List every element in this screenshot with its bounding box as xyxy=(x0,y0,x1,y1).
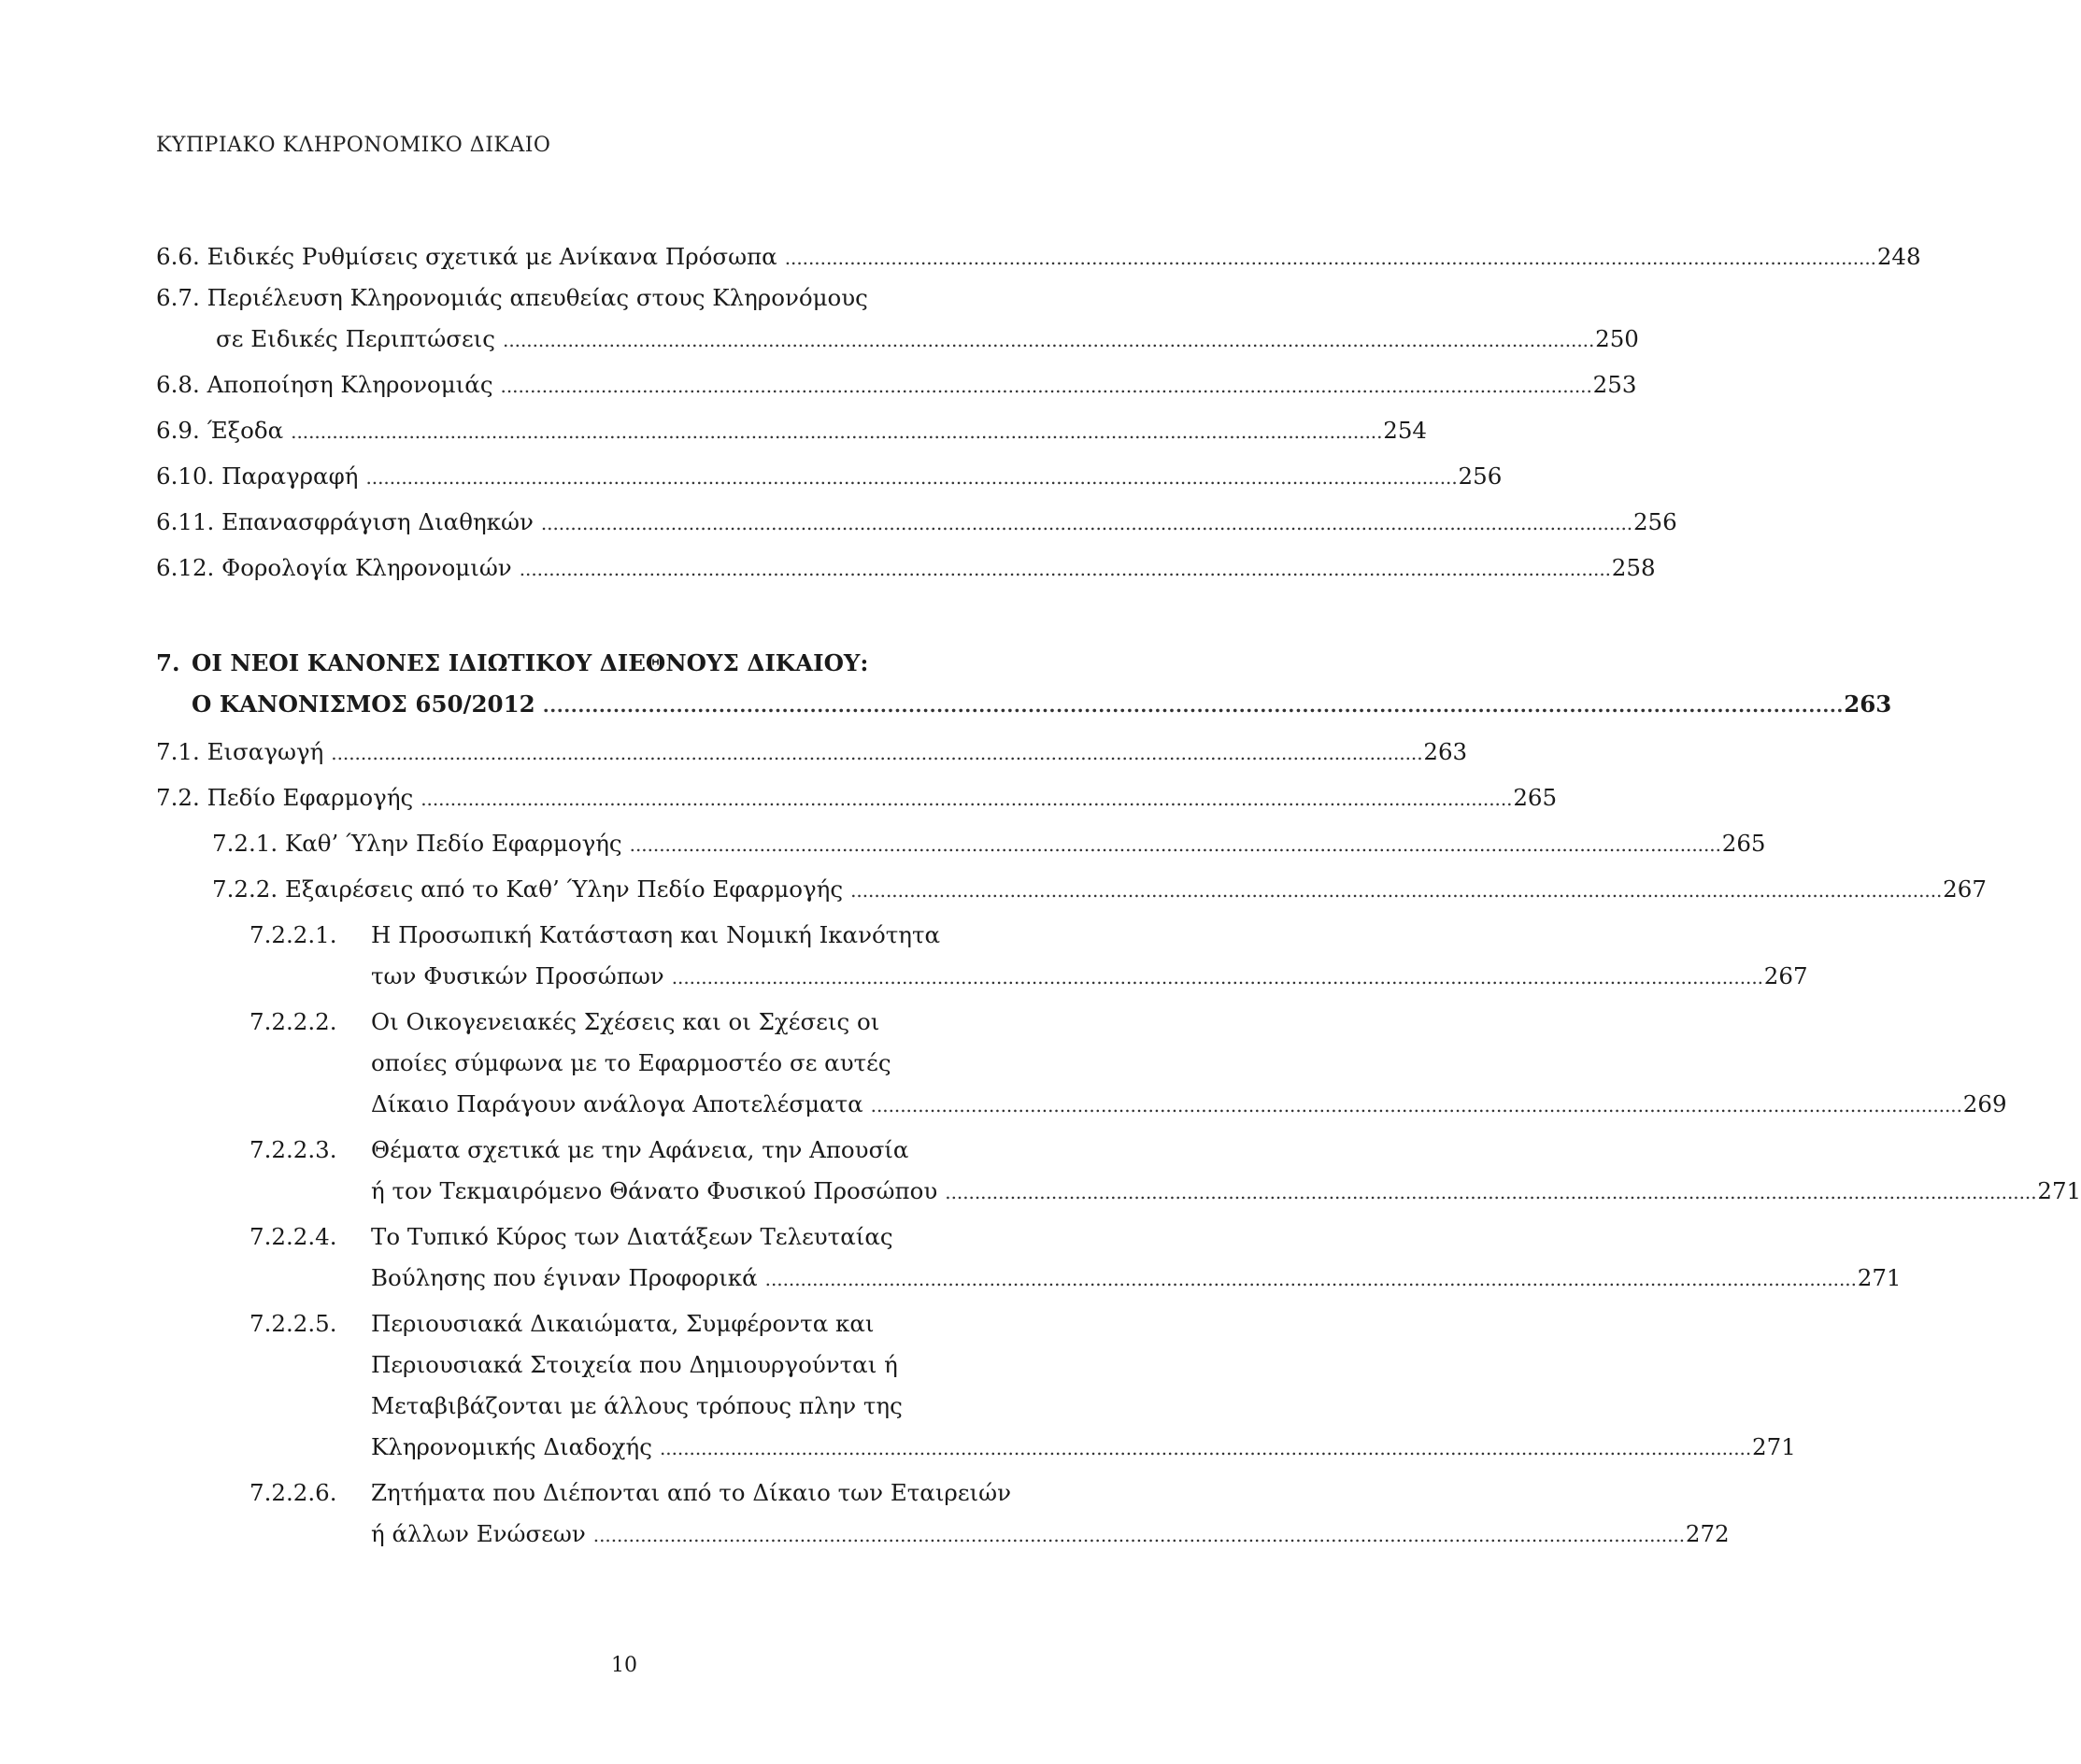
dot-leader xyxy=(672,962,1760,989)
entry-number: 7.1. xyxy=(156,738,200,765)
entry-title-line-2: οποίες σύμφωνα με το Εφαρμοστέο σε αυτές xyxy=(371,1049,891,1076)
chapter-title-line-1: ΟΙ ΝΕΟΙ ΚΑΝΟΝΕΣ ΙΔΙΩΤΙΚΟΥ ΔΙΕΘΝΟΥΣ ΔΙΚΑΙΟΥ: xyxy=(192,649,869,676)
entry-title-line-2: ή τον Τεκμαιρόμενο Θάνατο Φυσικού Προσώπου xyxy=(371,1177,938,1204)
toc-entry-6-11[interactable] xyxy=(156,508,1677,549)
dot-leader xyxy=(331,738,1419,765)
entry-title-line-2: ή άλλων Ενώσεων xyxy=(371,1520,586,1547)
entry-title: Εισαγωγή xyxy=(207,738,324,765)
dot-leader xyxy=(503,325,1591,352)
entry-title-line-2: των Φυσικών Προσώπων xyxy=(371,962,664,989)
entry-title-line-3: Δίκαιο Παράγουν ανάλογα Αποτελέσματα xyxy=(371,1090,863,1117)
entry-number: 7.2.2. xyxy=(212,875,278,903)
entry-page: 256 xyxy=(1458,462,1503,490)
page-number: 10 xyxy=(611,1654,637,1677)
dot-leader xyxy=(543,690,1841,718)
entry-title-line-1: Περιουσιακά Δικαιώματα, Συμφέροντα και xyxy=(371,1310,875,1337)
entry-title-line-2: σε Ειδικές Περιπτώσεις xyxy=(216,325,496,352)
entry-number: 7.2.2.5. xyxy=(249,1310,337,1337)
entry-number: 7.2.2.4. xyxy=(249,1223,337,1250)
chapter-page: 263 xyxy=(1844,690,1892,718)
entry-title-line-2: Βούλησης που έγιναν Προφορικά xyxy=(371,1264,758,1291)
dot-leader xyxy=(541,508,1630,535)
toc-entry-7-2-2[interactable] xyxy=(156,875,1987,917)
entry-title-line-3: Μεταβιβάζονται με άλλους τρόπους πλην της xyxy=(371,1392,903,1419)
entry-number: 7.2.2.1. xyxy=(249,921,337,948)
toc-entry-6-7[interactable] xyxy=(156,284,1639,366)
chapter-title-line-2: Ο ΚΑΝΟΝΙΣΜΟΣ 650/2012 xyxy=(192,690,535,718)
entry-number: 7.2. xyxy=(156,784,200,811)
table-of-contents xyxy=(156,243,2081,1561)
dot-leader xyxy=(291,417,1379,444)
toc-entry-7-2-2-2[interactable] xyxy=(156,1008,2007,1131)
dot-leader xyxy=(630,830,1718,857)
chapter-number: 7. xyxy=(156,649,180,676)
entry-page: 253 xyxy=(1592,371,1637,398)
dot-leader xyxy=(850,875,1939,903)
toc-entry-7-2-2-1[interactable] xyxy=(156,921,1808,1003)
dot-leader xyxy=(365,462,1454,490)
entry-number: 6.12. xyxy=(156,554,215,581)
entry-title: Έξοδα xyxy=(207,417,284,444)
toc-chapter-7[interactable] xyxy=(156,649,1892,732)
dot-leader xyxy=(945,1177,2033,1204)
entry-title-line-1: Η Προσωπική Κατάσταση και Νομική Ικανότητα xyxy=(371,921,941,948)
entry-number: 6.9. xyxy=(156,417,200,444)
toc-entry-7-1[interactable] xyxy=(156,738,1468,779)
toc-entry-7-2-2-3[interactable] xyxy=(156,1136,2081,1218)
entry-number: 7.2.2.3. xyxy=(249,1136,337,1163)
toc-entry-7-2-2-5[interactable] xyxy=(156,1310,1796,1474)
entry-number: 7.2.1. xyxy=(212,830,278,857)
toc-entry-6-6[interactable] xyxy=(156,243,1921,284)
entry-title: Εξαιρέσεις από το Καθ’ Ύλην Πεδίο Εφαρμογής xyxy=(284,875,844,903)
toc-entry-7-2-2-4[interactable] xyxy=(156,1223,1902,1305)
entry-page: 265 xyxy=(1721,830,1766,857)
entry-page: 267 xyxy=(1943,875,1987,903)
entry-title-line-4: Κληρονομικής Διαδοχής xyxy=(371,1433,652,1460)
toc-entry-6-9[interactable] xyxy=(156,417,1428,458)
dot-leader xyxy=(520,554,1608,581)
entry-title: Πεδίο Εφαρμογής xyxy=(207,784,414,811)
dot-leader xyxy=(785,243,1874,270)
toc-entry-6-12[interactable] xyxy=(156,554,1656,595)
toc-entry-6-8[interactable] xyxy=(156,371,1637,412)
dot-leader xyxy=(501,371,1589,398)
section-6-entries xyxy=(156,243,1921,595)
entry-title: Επανασφράγιση Διαθηκών xyxy=(221,508,534,535)
entry-number: 6.8. xyxy=(156,371,200,398)
entry-page: 269 xyxy=(1962,1090,2007,1117)
entry-number: 7.2.2.6. xyxy=(249,1479,337,1506)
dot-leader xyxy=(765,1264,1854,1291)
entry-page: 271 xyxy=(2037,1177,2081,1204)
entry-page: 265 xyxy=(1513,784,1558,811)
entry-page: 250 xyxy=(1595,325,1639,352)
entry-title-line-1: Περιέλευση Κληρονομιάς απευθείας στους Κληρονόμους xyxy=(207,284,868,311)
entry-page: 256 xyxy=(1632,508,1677,535)
entry-page: 267 xyxy=(1763,962,1808,989)
entry-title-line-2: Περιουσιακά Στοιχεία που Δημιουργούνται ή xyxy=(371,1351,898,1378)
entry-title: Καθ’ Ύλην Πεδίο Εφαρμογής xyxy=(284,830,622,857)
entry-number: 7.2.2.2. xyxy=(249,1008,337,1035)
entry-title: Ειδικές Ρυθμίσεις σχετικά με Ανίκανα Πρόσωπα xyxy=(207,243,777,270)
toc-entry-6-10[interactable] xyxy=(156,462,1503,504)
entry-page: 258 xyxy=(1611,554,1656,581)
entry-page: 254 xyxy=(1383,417,1428,444)
entry-page: 271 xyxy=(1752,1433,1796,1460)
entry-number: 6.7. xyxy=(156,284,200,311)
dot-leader xyxy=(660,1433,1748,1460)
entry-title-line-1: Θέματα σχετικά με την Αφάνεια, την Απουσία xyxy=(371,1136,909,1163)
entry-title-line-1: Ζητήματα που Διέπονται από το Δίκαιο των Εταιρειών xyxy=(371,1479,1012,1506)
entry-page: 272 xyxy=(1685,1520,1730,1547)
running-head: ΚΥΠΡΙΑΚΟ ΚΛΗΡΟΝΟΜΙΚΟ ΔΙΚΑΙΟ xyxy=(156,134,551,157)
entry-page: 263 xyxy=(1423,738,1468,765)
entry-title: Αποποίηση Κληρονομιάς xyxy=(207,371,493,398)
dot-leader xyxy=(593,1520,1682,1547)
entry-title-line-1: Το Τυπικό Κύρος των Διατάξεων Τελευταίας xyxy=(371,1223,893,1250)
entry-number: 6.6. xyxy=(156,243,200,270)
entry-number: 6.10. xyxy=(156,462,215,490)
entry-number: 6.11. xyxy=(156,508,215,535)
dot-leader xyxy=(871,1090,1960,1117)
toc-entry-7-2-2-6[interactable] xyxy=(156,1479,1730,1561)
toc-entry-7-2[interactable] xyxy=(156,784,1558,825)
entry-title-line-1: Οι Οικογενειακές Σχέσεις και οι Σχέσεις οι xyxy=(371,1008,880,1035)
toc-entry-7-2-1[interactable] xyxy=(156,830,1766,871)
entry-title: Παραγραφή xyxy=(221,462,359,490)
entry-title: Φορολογία Κληρονομιών xyxy=(221,554,512,581)
entry-page: 271 xyxy=(1857,1264,1902,1291)
dot-leader xyxy=(420,784,1509,811)
entry-page: 248 xyxy=(1876,243,1921,270)
